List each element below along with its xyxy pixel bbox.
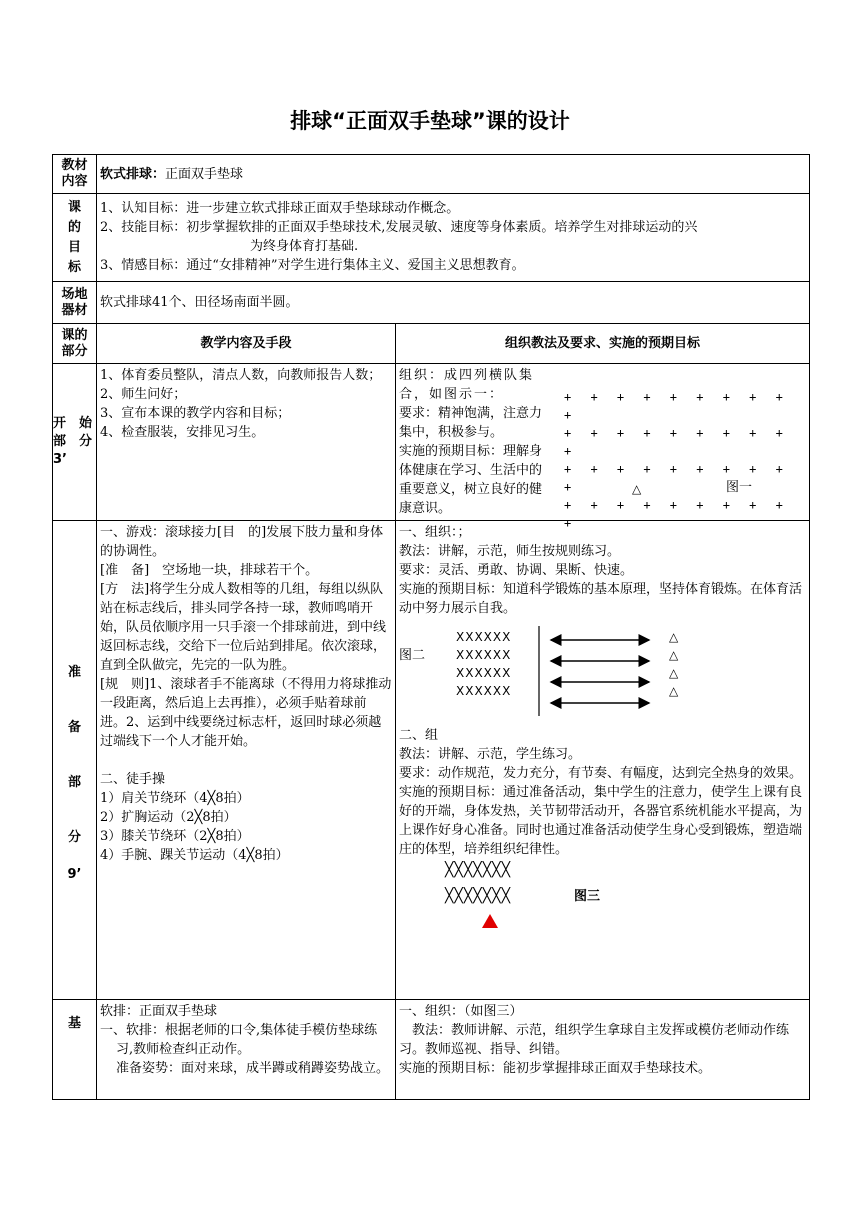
row-header: [53, 324, 810, 364]
list-item: 要求：灵活、勇敢、协调、果断、快速。: [399, 563, 634, 578]
row-equipment: [53, 282, 810, 324]
list-item: 1、体育委员整队，清点人数，向教师报告人数；: [100, 368, 382, 383]
basic-org: [396, 1000, 810, 1100]
list-item: 实施的预期目标：能初步掌握排球正面双手垫球技术。: [399, 1061, 712, 1076]
list-item: 实施的预期目标：通过准备活动，集中学生的注意力，使学生上课有良好的开端，身体发热，关节韧带活动开，各器官系统机能水平提高，为上课作好身心准备。同时也通过准备活动使学生身心受到锻炼，塑造端庄的体型，培养组织纪律性。: [399, 785, 803, 857]
list-item: 3、宣布本课的教学内容和目标；: [100, 406, 291, 421]
list-item: 1）肩关节绕环（4╳8拍）: [100, 791, 250, 806]
goals-label: 课 的 目 标: [53, 194, 97, 282]
formation-row: + + + + + + + + + +: [564, 498, 789, 530]
team-row: XXXXXX: [456, 666, 512, 680]
goal-cognitive: 1、认知目标：进一步建立软式排球正面双手垫球球动作概念。: [100, 201, 460, 216]
formation-row: ╳╳╳╳╳╳╳: [445, 888, 512, 904]
list-item: 一、组织：（如图三）: [399, 1004, 523, 1019]
col-header-org: 组织教法及要求、实施的预期目标: [396, 324, 810, 364]
figure-1-label: 图一: [726, 480, 753, 495]
triangle-icon: △: [669, 666, 679, 680]
triangle-icon: △: [669, 630, 679, 644]
list-item: 二、组: [399, 728, 439, 743]
section-label-header: 课的部分: [53, 324, 97, 364]
row-goals: [53, 194, 810, 282]
figure-2-label: 图二: [399, 648, 426, 663]
list-item: 要求：动作规范，发力充分，有节奏、有幅度，达到完全热身的效果。: [399, 766, 803, 781]
game-goal: 一、游戏：滚球接力[目 的]发展下肢力量和身体的协调性。: [100, 525, 384, 559]
basic-label: 基: [53, 1000, 97, 1100]
goals-content: [97, 194, 810, 282]
equipment-content: 软式排球41个、田径场南面半圆。: [97, 282, 810, 324]
row-material: [53, 155, 810, 194]
basic-step: 一、软排：根据老师的口令,集体徒手模仿垫球练习,教师检查纠正动作。: [100, 1023, 378, 1057]
goal-skill: 2、技能目标：初步掌握软排的正面双手垫球技术,发展灵敏、速度等身体素质。培养学生对排球运动的兴: [100, 220, 698, 235]
exercise-heading: 二、徒手操: [100, 772, 166, 787]
triangle-icon: △: [669, 648, 679, 662]
row-basic: [53, 1000, 810, 1100]
formation-figure-1: [564, 388, 809, 532]
team-row: XXXXXX: [456, 648, 512, 662]
material-text: 正面双手垫球: [165, 166, 244, 182]
start-label: 开 始 部 分 3’: [53, 364, 97, 521]
list-item: 3）膝关节绕环（2╳8拍）: [100, 829, 250, 844]
formation-row: ╳╳╳╳╳╳╳: [445, 862, 512, 878]
formation-row: + + + + + + + + + +: [564, 390, 789, 422]
basic-topic: 软排：正面双手垫球: [100, 1004, 218, 1019]
prep-label: 准 备 部 分 9’: [53, 521, 97, 1000]
material-label: 教材内容: [53, 155, 97, 194]
list-item: 4、检查服装，安排见习生。: [100, 425, 265, 440]
goal-affective: 3、情感目标：通过“女排精神”对学生进行集体主义、爱国主义思想教育。: [100, 258, 525, 273]
material-content: [97, 155, 810, 194]
formation-row: + + + + + + + + + +: [564, 462, 789, 494]
list-item: 2、师生问好；: [100, 387, 187, 402]
start-content: [97, 364, 396, 521]
formation-figure-3: [399, 861, 806, 933]
equipment-label: 场地器材: [53, 282, 97, 324]
game-method: [方 法]将学生分成人数相等的几组，每组以纵队站在标志线后，排头同学各持一球，教师鸣哨开始，队员依顺序用一只手滚一个排球前进，到中线返回标志线，交给下一位后站到排尾。依次滚球，直到全队做完，先完的一队为胜。: [100, 582, 387, 673]
prep-content: [97, 521, 396, 1000]
col-header-content: 教学内容及手段: [97, 324, 396, 364]
team-row: XXXXXX: [456, 684, 512, 698]
marker-triangles: [669, 628, 678, 700]
spacer: [100, 751, 392, 770]
relay-figure-2: [399, 626, 806, 726]
triangle-icon: △: [669, 684, 679, 698]
teacher-triangle-icon: △: [632, 482, 642, 496]
basic-content: [97, 1000, 396, 1100]
start-org: [396, 364, 810, 530]
row-prep: [53, 521, 810, 1000]
goal-skill-cont: 为终身体育打基础.: [250, 239, 359, 254]
formation-row: + + + + + + + + + +: [564, 426, 789, 458]
prep-org: [396, 521, 810, 1000]
list-item: 2）扩胸运动（2╳8拍）: [100, 810, 237, 825]
basic-posture: 准备姿势：面对来球，成半蹲或稍蹲姿势战立。: [116, 1061, 390, 1076]
game-rules: [规 则]1、滚球者手不能离球（不得用力将球推动一段距离，然后追上去再推），必须手贴着球前进。2、运到中线要绕过标志杆，返回时球必须越过端线下一个人才能开始。: [100, 677, 392, 749]
page-title: 排球“正面双手垫球”课的设计: [290, 109, 570, 133]
list-item: 一、组织：；: [399, 525, 471, 540]
list-item: 教法：讲解，示范，师生按规则练习。: [399, 544, 621, 559]
relay-arrows: [537, 626, 687, 716]
list-item: 教法：教师讲解、示范，组织学生拿球自主发挥或模仿老师动作练习。教师巡视、指导、纠错。: [399, 1023, 790, 1057]
list-item: 教法：讲解、示范，学生练习。: [399, 747, 582, 762]
figure-3-label: 图三: [574, 889, 601, 904]
list-item: 4）手腕、踝关节运动（4╳8拍）: [100, 848, 289, 863]
game-prep: [准 备] 空场地一块，排球若干个。: [100, 563, 319, 578]
teacher-triangle-icon: [481, 913, 499, 929]
row-start: [53, 364, 810, 521]
start-org-text: 组织：成四列横队集合，如图示一： 要求：精神饱满，注意力集中，积极参与。 实施的预期目标：理解身体健康在学习、生活中的重要意义，树立良好的健康意识。: [399, 368, 543, 516]
material-prefix: 软式排球：: [100, 166, 166, 182]
lesson-plan-table: [52, 154, 810, 1100]
team-rows: [456, 628, 511, 700]
list-item: 实施的预期目标：知道科学锻炼的基本原理，坚持体育锻炼。在体育活动中努力展示自我。: [399, 582, 803, 616]
team-row: XXXXXX: [456, 630, 512, 644]
